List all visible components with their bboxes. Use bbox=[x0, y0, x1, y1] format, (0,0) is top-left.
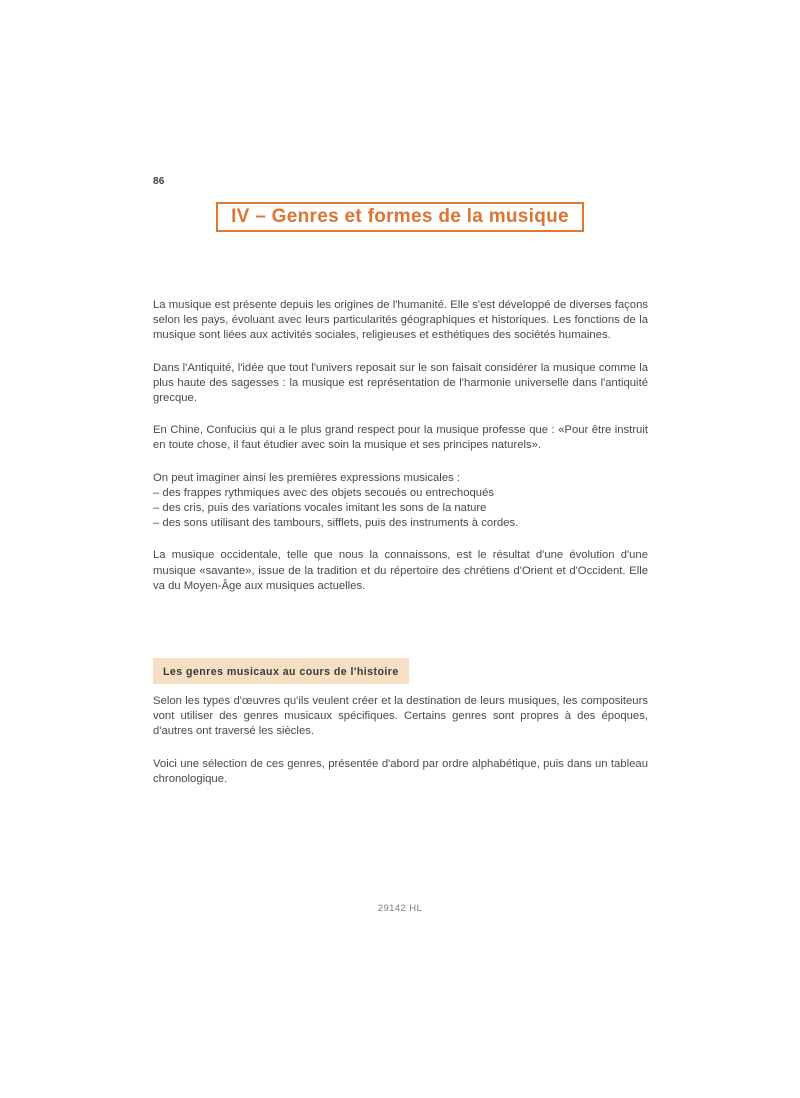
list-lead: On peut imaginer ainsi les premières expressions musicales : bbox=[153, 471, 461, 484]
section-heading: Les genres musicaux au cours de l'histoire bbox=[163, 666, 399, 678]
list-item: – des frappes rythmiques avec des objets secoués ou entrechoqués bbox=[153, 486, 494, 499]
page-footer: 29142 HL bbox=[377, 903, 423, 914]
chapter-title-box bbox=[216, 202, 584, 232]
musical-expressions-list bbox=[153, 471, 648, 532]
paragraph: En Chine, Confucius qui a le plus grand respect pour la musique professe que : «Pour être instruit en toute chose, il faut étudier avec soin la musique et ses principes naturels». bbox=[153, 424, 648, 452]
intro-body bbox=[153, 298, 648, 594]
list-item: – des sons utilisant des tambours, sifflets, puis des instruments à cordes. bbox=[153, 517, 519, 530]
section-body bbox=[153, 694, 648, 787]
page-title: IV – Genres et formes de la musique bbox=[231, 206, 569, 227]
page-number: 86 bbox=[153, 176, 165, 187]
list-item: – des cris, puis des variations vocales imitant les sons de la nature bbox=[153, 502, 487, 515]
section-heading-banner bbox=[153, 658, 409, 684]
paragraph: La musique est présente depuis les origines de l'humanité. Elle s'est développé de diverses façons selon les pays, évoluant avec leurs particularités géographiques et historiques. Les fonctions de la musique sont liées aux activités sociales, religieuses et esthétiques des sociétés humaines. bbox=[153, 299, 648, 342]
paragraph: Voici une sélection de ces genres, présentée d'abord par ordre alphabétique, puis dans un tableau chronologique. bbox=[153, 757, 648, 785]
paragraph: Selon les types d'œuvres qu'ils veulent créer et la destination de leurs musiques, les compositeurs vont utiliser des genres musicaux spécifiques. Certains genres sont propres à des époques, d'autres ont traversé les siècles. bbox=[153, 695, 648, 738]
paragraph: La musique occidentale, telle que nous la connaissons, est le résultat d'une évolution d'une musique «savante», issue de la tradition et du répertoire des chrétiens d'Orient et d'Occident. Elle va du Moyen-Âge aux musiques actuelles. bbox=[153, 549, 648, 592]
paragraph: Dans l'Antiquité, l'idée que tout l'univers reposait sur le son faisait considérer la musique comme la plus haute des sagesses : la musique est représentation de l'harmonie universelle dans l'antiquité grecque. bbox=[153, 361, 648, 405]
